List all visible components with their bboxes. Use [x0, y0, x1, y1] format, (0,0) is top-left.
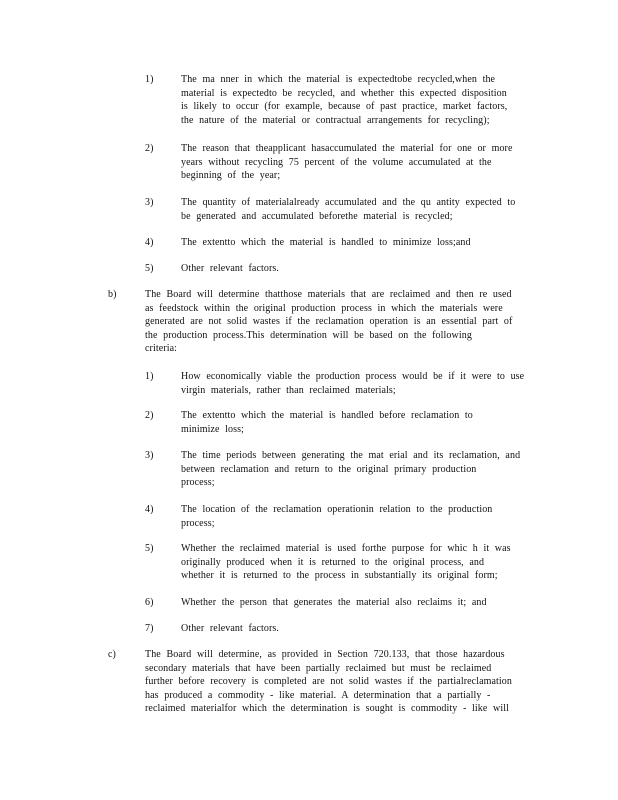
item-text — [181, 142, 513, 183]
text-line: reclaimed materialfor which the determination is sought is commodity - like will — [145, 703, 509, 714]
text-line: has produced a commodity - like material. A determination that a partially - — [145, 689, 491, 701]
text-line: How economically viable the production process would be if it were to use — [181, 371, 525, 382]
item-text — [181, 73, 507, 127]
item-text — [181, 409, 473, 436]
text-line: further before recovery is completed are not solid wastes if the partialreclamation — [145, 676, 512, 687]
text-line: minimize loss; — [181, 423, 245, 435]
item-number: 4) — [145, 504, 154, 515]
item-number: 5) — [145, 543, 154, 554]
item-number: 6) — [145, 597, 154, 608]
text-line: The location of the reclamation operationin relation to the production — [181, 504, 493, 515]
item-number: 5) — [145, 263, 154, 274]
text-line: between reclamation and return to the original primary production — [181, 463, 477, 475]
text-line: Other relevant factors. — [181, 263, 279, 274]
text-line: The quantity of materialalready accumulated and the qu antity expected to — [181, 197, 516, 208]
item-number: 4) — [145, 237, 154, 248]
text-line: the production process.This determination will be based on the following — [145, 329, 472, 341]
item-text — [181, 596, 487, 610]
item-text — [181, 236, 471, 250]
paragraph-letter: b) — [108, 289, 117, 300]
text-line: process; — [181, 517, 215, 529]
text-line: process; — [181, 477, 215, 488]
paragraph-letter: c) — [108, 649, 116, 660]
paragraph-text — [145, 288, 512, 356]
text-line: be generated and accumulated beforethe material is recycled; — [181, 210, 453, 222]
item-number: 1) — [145, 74, 154, 85]
text-line: is likely to occur (for example, because of past practice, market factors, — [181, 101, 508, 112]
item-text — [181, 449, 520, 490]
text-line: beginning of the year; — [181, 170, 281, 181]
item-text — [181, 542, 511, 583]
text-line: years without recycling 75 percent of the volume accumulated at the — [181, 156, 492, 168]
item-text — [181, 196, 515, 223]
item-number: 2) — [145, 143, 154, 154]
text-line: secondary materials that have been partially reclaimed but must be reclaimed — [145, 662, 492, 674]
text-line: Other relevant factors. — [181, 623, 279, 634]
text-line: the nature of the material or contractual arrangements for recycling); — [181, 114, 490, 126]
text-line: material is expectedto be recycled, and whether this expected disposition — [181, 87, 507, 99]
item-text — [181, 622, 279, 636]
item-number: 2) — [145, 410, 154, 421]
item-text — [181, 262, 279, 276]
text-line: The Board will determine, as provided in Section 720.133, that those hazardous — [145, 649, 505, 660]
text-line: originally produced when it is returned to the original process, and — [181, 556, 485, 568]
item-number: 3) — [145, 450, 154, 461]
item-number: 7) — [145, 623, 154, 634]
text-line: criteria: — [145, 343, 177, 354]
text-line: The ma nner in which the material is expectedtobe recycled,when the — [181, 74, 496, 85]
text-line: The reason that theapplicant hasaccumulated the material for one or more — [181, 143, 513, 154]
text-line: Whether the person that generates the material also reclaims it; and — [181, 597, 487, 608]
text-line: whether it is returned to the process in substantially its original form; — [181, 570, 498, 581]
item-text — [181, 370, 524, 397]
text-line: virgin materials, rather than reclaimed materials; — [181, 384, 396, 396]
text-line: generated are not solid wastes if the reclamation operation is an essential part of — [145, 316, 513, 327]
text-line: The extentto which the material is handled before reclamation to — [181, 410, 473, 421]
item-text — [181, 503, 492, 530]
text-line: The Board will determine thatthose materials that are reclaimed and then re used — [145, 289, 512, 300]
text-line: The time periods between generating the mat erial and its reclamation, and — [181, 450, 521, 461]
item-number: 3) — [145, 197, 154, 208]
text-line: Whether the reclaimed material is used forthe purpose for whic h it was — [181, 543, 511, 554]
item-number: 1) — [145, 371, 154, 382]
text-line: as feedstock within the original production process in which the materials were — [145, 302, 503, 314]
paragraph-text — [145, 648, 512, 716]
text-line: The extentto which the material is handled to minimize loss;and — [181, 237, 471, 248]
